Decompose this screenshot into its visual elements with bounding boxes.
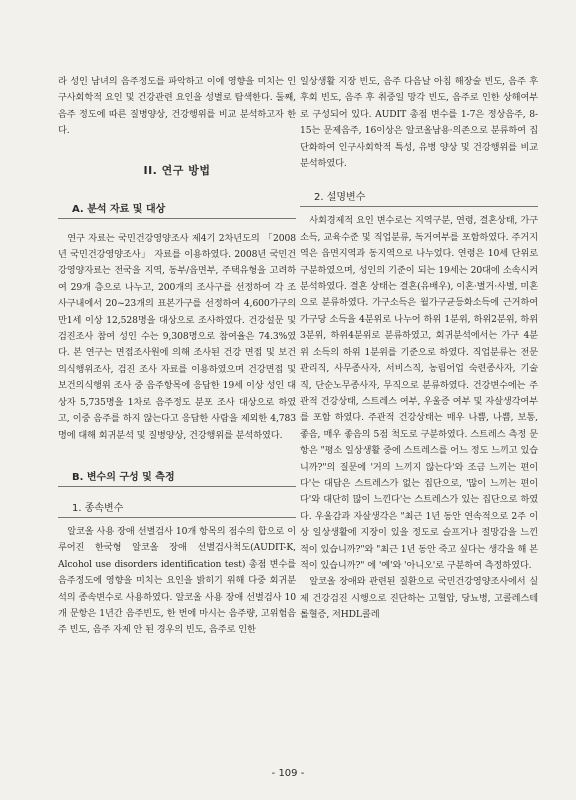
data-subjects-paragraph: 연구 자료는 국민건강영양조사 제4기 2차년도의 「2008년 국민건강영양조사」 자료를 이용하였다. 2008년 국민건강영양자료는 전국을 지역, 동부/읍면부, 주택유형을 고려하여 29개 층으로 나누고, 200개의 조사구를 선정하여 각 조사구내에서 20~23개의 표본가구를 선정하여 4,600가구의 만1세 이상 12,528명을 대상으로 조사하였다. 건강설문 및 검진조사 참여 성인 수는 9,308명으로 참여율은 74.3%였다. 본 연구는 면접조사원에 의해 조사된 건강 면접 및 보건의식행위조사, 검진 조사 자료를 이용하였으며 건강면접 및 보건의식행위 조사 중 음주항목에 응답한 19세 이상 성인 대상자 5,735명을 1차로 음주정도 분포 조사 대상으로 하였고, 이중 음주를 하지 않는다고 응답한 사람을 제외한 4,783명에 대해 회귀분석 및 질병양상, 건강행위를 분석하였다. [58,232,296,441]
right-column [300,74,538,624]
left-column [58,74,296,639]
explanatory-variable-heading: 2. 설명변수 [300,188,538,207]
explanatory-variable-paragraph: 사회경제적 요인 변수로는 지역구분, 연령, 결혼상태, 가구소득, 교육수준 및 직업분류, 독거여부를 포함하였다. 주거지역은 읍면지역과 동지역으로 나누었다. 연령은 10세 단위로 구분하였으며, 성인의 기준이 되는 19세는 20대에 소속시켜 분석하였다. 결혼 상태는 결혼(유배우), 이혼·별거·사별, 미혼으로 분류하였다. 가구소득은 월가구균등화소득에 근거하여 가구당 소득을 4분위로 나누어 하위 1분위, 하위2분위, 하위3분위, 하위4분위로 분류하였고, 회귀분석에서는 가구 4분위 소득의 하위 1분위를 기준으로 하였다. 직업분류는 전문 관리직, 사무종사자, 서비스직, 농림어업 숙련종사자, 기술직, 단순노무종사자, 무직으로 분류하였다. 건강변수에는 주관적 건강상태, 스트레스 여부, 우울증 여부 및 자살생각여부를 포함 하였다. 주관적 건강상태는 매우 나쁨, 나쁨, 보통, 좋음, 매우 좋음의 5점 척도로 구분하였다. 스트레스 측정 문항은 "평소 일상생활 중에 스트레스를 어느 정도 느끼고 있습니까?"의 질문에 '거의 느끼지 않는다'와 조금 느끼는 편이다'는 대답은 스트레스가 없는 집단으로, '많이 느끼는 편이다'와 대단히 많이 느낀다'는 스트레스가 있는 집단으로 하였다. 우울감과 자살생각은 "최근 1년 동안 연속적으로 2주 이상 일상생활에 지장이 있을 정도로 슬프거나 절망감을 느낀 적이 있습니까?"와 "최근 1년 동안 죽고 싶다는 생각을 해 본 적이 있습니까?" 에 '예'와 '아니오'로 구분하여 측정하였다. [300,215,538,571]
page-number: - 109 - [271,768,305,779]
continued-paragraph: 일상생활 지장 빈도, 음주 다음날 아침 해장술 빈도, 음주 후 후회 빈도, 음주 후 취중일 망각 빈도, 음주로 인한 상해여부로 구성되어 있다. AUDIT 총점 변수를 1-7은 정상음주, 8-15는 문제음주, 16이상은 알코올남용·의존으로 분류하여 집단화하여 인구사회학적 특성, 유병 양상 및 건강행위를 비교분석하였다. [300,76,538,170]
section-heading: II. 연구 방법 [143,163,211,177]
disease-paragraph: 알코올 장애와 관련된 질환으로 국민건강영양조사에서 실제 건강검진 시행으로 진단하는 고혈압, 당뇨병, 고콜레스테롤혈증, 저HDL콜레 [300,576,538,621]
intro-paragraph: 라 성인 남녀의 음주정도를 파악하고 이에 영향을 미치는 인구사회학적 요인 및 건강관련 요인을 성별로 탐색한다. 둘째, 음주 정도에 따른 질병양상, 건강행위를 비교 분석하고자 한다. [58,76,296,137]
subsection-a-heading: A. 분석 자료 및 대상 [58,200,296,219]
dependent-variable-heading: 1. 종속변수 [58,499,296,518]
subsection-b-heading: B. 변수의 구성 및 측정 [58,468,296,487]
dependent-variable-paragraph: 알코올 사용 장애 선별검사 10개 항목의 점수의 합으로 이루어진 한국형 알코올 장애 선별검사척도(AUDIT-K, Alcohol use disorders identification test) 총점 변수를 음주정도에 영향을 미치는 요인을 밝히기 위해 다중 회귀분석의 종속변수로 사용하였다. 알코올 사용 장애 선별검사 10개 문항은 1년간 음주빈도, 한 번에 마시는 음주량, 고위험음주 빈도, 음주 자제 안 된 경우의 빈도, 음주로 인한 [58,525,296,636]
